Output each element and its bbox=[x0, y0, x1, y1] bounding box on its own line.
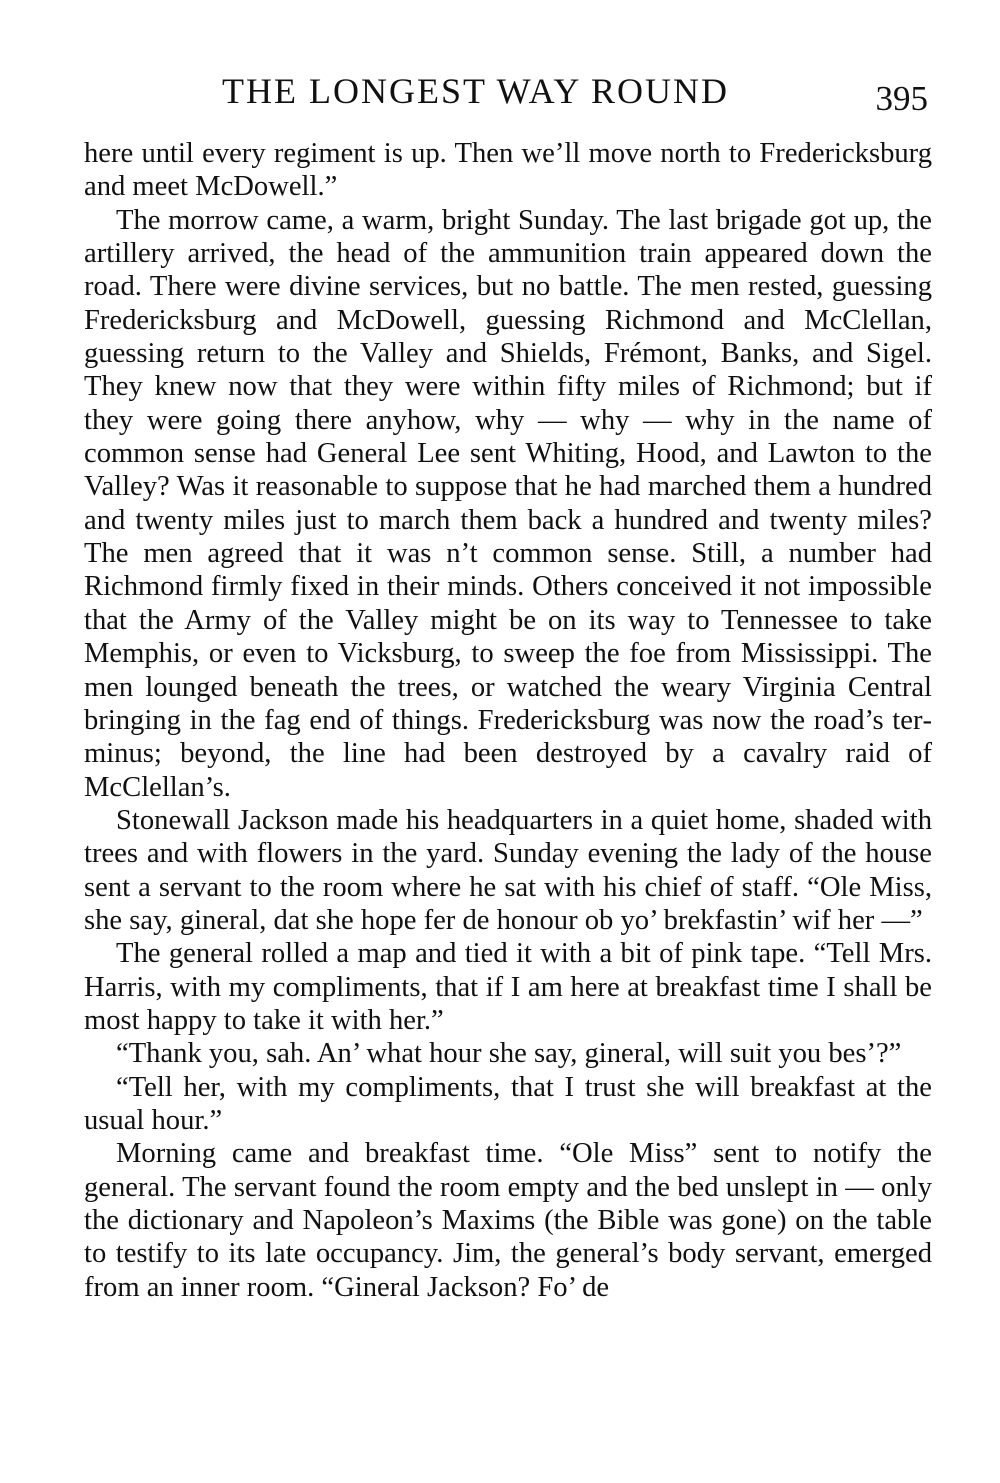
paragraph: “Thank you, sah. An’ what hour she say, gineral, will suit you bes’?” bbox=[116, 1038, 902, 1070]
paragraph: The morrow came, a warm, bright Sunday. The last brigade got up, the artillery arrived, the head of the ammunition train appeared down the road. There were divine services, but no battle. The men rested, guessing Fredericksburg and McDowell, guessing Richmond and McClellan, guessing return to the Valley and Shields, Frémont, Banks, and Sigel. They knew now that they were within fifty miles of Richmond; but if they were going there anyhow, why — why — why in the name of common sense had General Lee sent Whiting, Hood, and Lawton to the Valley? Was it reasonable to suppose that he had marched them a hundred and twenty miles just to march them back a hundred and twenty miles? The men agreed that it was n’t common sense. Still, a number had Richmond firmly fixed in their minds. Others conceived it not impossible that the Army of the Valley might be on its way to Tennessee to take Memphis, or even to Vicksburg, to sweep the foe from Mississippi. The men lounged beneath the trees, or watched the weary Virginia Central bringing in the fag end of things. Fredericksburg was now the road’s terminus; beyond, the line had been destroyed by a cavalry raid of McClellan’s. bbox=[84, 204, 932, 803]
paragraph: Stonewall Jackson made his headquarters in a quiet home, shaded with trees and with flowers in the yard. Sunday evening the lady of the house sent a servant to the room where he sat with his chief of staff. “Ole Miss, she say, gineral, dat she hope fer de honour ob yo’ brekfastin’ wif her —” bbox=[84, 804, 932, 936]
body-text bbox=[84, 137, 932, 1304]
paragraph: Morning came and breakfast time. “Ole Miss” sent to notify the general. The servant found the room empty and the bed unslept in — only the dictionary and Napoleon’s Maxims (the Bible was gone) on the table to testify to its late occupancy. Jim, the general’s body servant, emerged from an inner room. “Gineral Jackson? Fo’ de bbox=[84, 1138, 932, 1303]
paragraph-continued: here until every regiment is up. Then we’ll move north to Fredericksburg and meet McDowell.” bbox=[84, 138, 932, 203]
running-title: THE LONGEST WAY ROUND bbox=[222, 71, 730, 111]
page-number: 395 bbox=[875, 79, 928, 118]
page-header bbox=[84, 68, 932, 118]
paragraph: The general rolled a map and tied it with a bit of pink tape. “Tell Mrs. Harris, with my compliments, that if I am here at breakfast time I shall be most happy to take it with her.” bbox=[84, 938, 932, 1036]
paragraph: “Tell her, with my compliments, that I trust she will breakfast at the usual hour.” bbox=[84, 1071, 932, 1136]
